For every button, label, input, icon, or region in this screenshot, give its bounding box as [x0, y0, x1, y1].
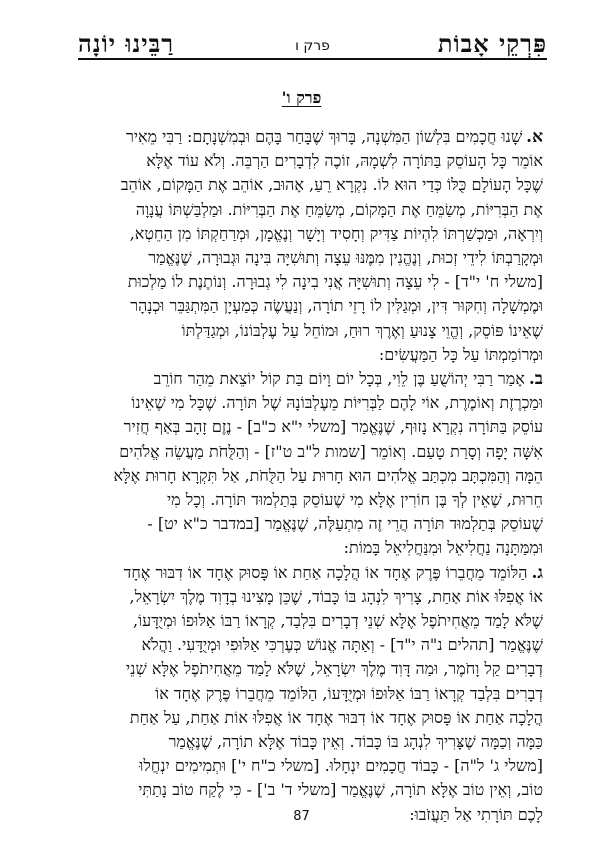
paragraph-letter: ב.: [528, 369, 543, 390]
text-line: [66, 367, 543, 391]
running-header: [78, 29, 547, 60]
text-line: [66, 730, 543, 754]
text-line: [66, 778, 543, 802]
text-line: [66, 343, 543, 367]
line-text: חֵרוּת, שֶׁאֵין לְךָ בֶּן חוֹרִין אֶלָּא מִי שֶׁעוֹסֵק בְּתַלְמוּד תּוֹרָה. וְכָל מִי: [166, 490, 543, 510]
paragraph-letter: ג.: [531, 562, 543, 583]
text-line: [66, 173, 543, 197]
line-text: [משלי ג' ל"ה] - כָּבוֹד חֲכָמִים יִנְחָלוּ. [משלי כ"ח י'] וּתְמִימִים יִנְחֲלוּ: [139, 756, 543, 776]
line-text: שֶׁכָּל הָעוֹלָם כֻּלּוֹ כְּדַי הוּא לוֹ. נִקְרָא רֵעַ, אָהוּב, אוֹהֵב אֶת הַמָּקוֹם, אוֹהֵב: [120, 175, 543, 195]
text-line: [66, 464, 543, 488]
text-line: [66, 149, 543, 173]
line-text: שֶׁנֶּאֱמַר [תהלים נ"ה י"ד] - וְאַתָּה אֱנוֹשׁ כְּעֶרְכִּי אַלּוּפִי וּמְיֻדָּעִי. וַהֲלֹא: [141, 635, 543, 655]
chapter-heading: [0, 88, 603, 108]
line-text: עוֹסֵק בַּתּוֹרָה נִקְרָא נָזוּף, שֶׁנֶּאֱמַר [משלי י"א כ"ב] - נֶזֶם זָהָב בְּאַף חֲזִיר: [123, 417, 543, 437]
text-line: [66, 657, 543, 681]
text-line: [66, 294, 543, 318]
text-line: [66, 198, 543, 222]
line-text: טוֹב, וְאֵין טוֹב אֶלָּא תוֹרָה, שֶׁנֶּאֱמַר [משלי ד' ב'] - כִּי לֶקַח טוֹב נָתַתִּי: [138, 780, 543, 800]
line-text: כַּמָּה וְכַמָּה שֶׁצָּרִיךְ לִנְהָג בּוֹ כָּבוֹד. וְאֵין כָּבוֹד אֶלָּא תוֹרָה, שֶׁנֶּאֱמַר: [168, 732, 543, 752]
line-text: הַלּוֹמֵד מֵחֲבֵרוֹ פֶּרֶק אֶחָד אוֹ הֲלָכָה אַחַת אוֹ פָּסוּק אֶחָד אוֹ דִבּוּר אֶחָד: [123, 562, 528, 582]
line-text: וּמִמַּתָּנָה נַחֲלִיאֵל וּמִנַּחֲלִיאֵל בָּמוֹת:: [343, 538, 543, 558]
paragraph: [66, 125, 543, 367]
line-text: שֶׁאֵינוֹ פּוֹסֵק, וְהֱוֵי צָנוּעַ וְאֶרֶךְ רוּחַ, וּמוֹחֵל עַל עֶלְבּוֹנוֹ, וּמְגַדַּלְתּוֹ: [181, 320, 543, 340]
paragraph: [66, 561, 543, 827]
text-line: [66, 585, 543, 609]
text-line: [66, 415, 543, 439]
text-line: [66, 488, 543, 512]
main-text: [66, 125, 543, 827]
line-text: שֶׁלֹּא לָמַד מֵאֲחִיתֹפֶל אֶלָּא שְׁנֵי דְבָרִים בִּלְבַד, קְרָאוֹ רַבּוֹ אַלּוּפוֹ וּמְיֻדָּעוֹ,: [133, 611, 543, 631]
line-text: דְבָרִים קַל וָחֹמֶר, וּמַה דָּוִד מֶלֶךְ יִשְׂרָאֵל, שֶׁלֹּא לָמַד מֵאֲחִיתֹפֶל אֶלָּא שְׁנֵי: [126, 659, 543, 679]
line-text: וּמְרוֹמַמְתּוֹ עַל כָּל הַמַּעֲשִׂים:: [378, 344, 543, 364]
text-line: [66, 609, 543, 633]
text-line: [66, 754, 543, 778]
text-line: [66, 706, 543, 730]
text-line: [66, 391, 543, 415]
text-line: [66, 222, 543, 246]
text-line: [66, 125, 543, 149]
page-number: 87: [293, 809, 310, 824]
line-text: אָמַר רַבִּי יְהוֹשֻׁעַ בֶּן לֵוִי, בְּכָל יוֹם וָיוֹם בַּת קוֹל יוֹצֵאת מֵהַר חוֹרֵב: [153, 369, 525, 389]
text-line: [66, 246, 543, 270]
line-text: לָכֶם תּוֹרָתִי אַל תַּעֲזֹבוּ:: [409, 804, 543, 824]
text-line: [66, 561, 543, 585]
header-chapter-label: פרק ו: [295, 38, 330, 54]
line-text: וְיִרְאָה, וּמַכְשַׁרְתּוֹ לִהְיוֹת צַדִּיק וְחָסִיד וְיָשָׁר וְנֶאֱמָן, וּמְרַחַקְתּוֹ מִן הַחֵטְא,: [129, 223, 543, 243]
line-text: אֶת הַבְּרִיּוֹת, מְשַׂמֵּחַ אֶת הַמָּקוֹם, מְשַׂמֵּחַ אֶת הַבְּרִיּוֹת. וּמַלְבַּשְׁתּוֹ עֲנָוָה: [135, 199, 543, 219]
line-text: דְבָרִים בִּלְבַד קְרָאוֹ רַבּוֹ אַלּוּפוֹ וּמְיֻדָּעוֹ, הַלּוֹמֵד מֵחֲבֵרוֹ פֶּרֶק אֶחָד אוֹ: [155, 683, 543, 703]
line-text: [משלי ח' י"ד] - לִי עֵצָה וְתוּשִׁיָּה אֲנִי בִינָה לִי גְבוּרָה. וְנוֹתֶנֶת לוֹ מַלְכוּת: [127, 272, 543, 292]
line-text: הֲלָכָה אַחַת אוֹ פָּסוּק אֶחָד אוֹ דִבּוּר אֶחָד אוֹ אֲפִלּוּ אוֹת אַחַת, עַל אַחַת: [129, 707, 543, 727]
line-text: וּמְקָרַבְתּוֹ לִידֵי זְכוּת, וְנֶהֱנִין מִמֶּנּוּ עֵצָה וְתוּשִׁיָּה בִּינָה וּגְבוּרָה, שֶׁנֶּאֱמַר: [148, 248, 543, 268]
line-text: הֵמָּה וְהַמִּכְתָּב מִכְתַּב אֱלֹהִים הוּא חָרוּת עַל הַלֻּחֹת, אַל תִּקְרָא חָרוּת אֶלָּא: [113, 465, 543, 485]
line-text: שֶׁעוֹסֵק בְּתַלְמוּד תּוֹרָה הֲרֵי זֶה מִתְעַלֶּה, שֶׁנֶּאֱמַר [במדבר כ"א יט] -: [147, 514, 543, 534]
text-line: [66, 440, 543, 464]
paragraph: [66, 367, 543, 561]
text-line: [66, 270, 543, 294]
line-text: וּמַכְרֶזֶת וְאוֹמֶרֶת, אוֹי לָהֶם לַבְּרִיּוֹת מֵעֶלְבּוֹנָהּ שֶׁל תּוֹרָה. שֶׁכָּל מִי שֶׁאֵינוֹ: [131, 393, 543, 413]
text-line: [66, 682, 543, 706]
text-line: [66, 512, 543, 536]
line-text: אוֹמֵר כָּל הָעוֹסֵק בַּתּוֹרָה לִשְׁמָהּ, זוֹכֶה לִדְבָרִים הַרְבֵּה. וְלֹא עוֹד אֶלָּא: [146, 151, 543, 171]
text-line: [66, 633, 543, 657]
text-line: [66, 536, 543, 560]
book-title: פִּרְקֵי אָבוֹת: [437, 29, 547, 58]
line-text: אוֹ אֲפִלּוּ אוֹת אַחַת, צָרִיךְ לִנְהָג בּוֹ כָּבוֹד, שֶׁכֵּן מָצִינוּ בְדָוִד מֶלֶךְ יִשְׂרָאֵל,: [129, 586, 543, 606]
line-text: אִשָּׁה יָפָה וְסָרַת טָעַם. וְאוֹמֵר [שמות ל"ב ט"ז] - וְהַלֻּחֹת מַעֲשֵׂה אֱלֹהִים: [119, 441, 543, 461]
author-name: רַבֵּינוּ יוֹנָה: [78, 29, 174, 58]
chapter-heading-text: פרק ו': [281, 88, 322, 107]
text-line: [66, 319, 543, 343]
line-text: וּמֶמְשָׁלָה וְחִקּוּר דִּין, וּמְגַלִּין לוֹ רָזֵי תוֹרָה, וְנַעֲשֶׂה כְּמַעְיָן הַמִּתְגַּבֵּר וּכְנָהָר: [130, 296, 543, 316]
paragraph-letter: א.: [526, 127, 543, 147]
line-text: שָׁנוּ חֲכָמִים בִּלְשׁוֹן הַמִּשְׁנָה, בָּרוּךְ שֶׁבָּחַר בָּהֶם וּבְמִשְׁנָתָם: רַבִּי מֵאִיר: [125, 127, 523, 146]
